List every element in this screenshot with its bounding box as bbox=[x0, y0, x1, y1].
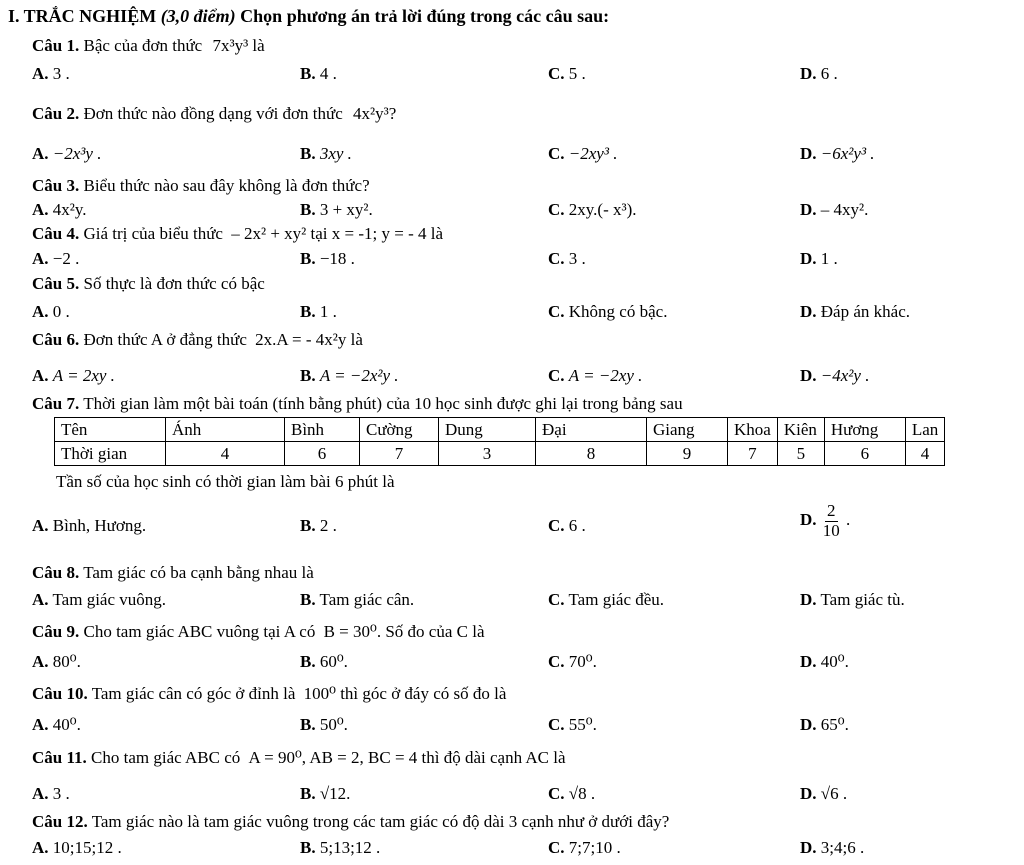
option-letter: A. bbox=[32, 838, 49, 857]
option-text: 3 + xy². bbox=[319, 200, 373, 219]
option-text: Tam giác đều. bbox=[568, 590, 665, 609]
q3-option-b bbox=[300, 200, 373, 220]
option-letter: D. bbox=[800, 838, 817, 857]
option-text: √12. bbox=[319, 784, 351, 803]
question-text: Giá trị của biểu thức bbox=[83, 224, 223, 243]
option-letter: A. bbox=[32, 652, 49, 671]
option-letter: C. bbox=[548, 516, 565, 535]
option-letter: D. bbox=[800, 784, 817, 803]
option-letter: B. bbox=[300, 249, 316, 268]
option-letter: A. bbox=[32, 249, 49, 268]
q10-option-d bbox=[800, 715, 849, 735]
q2-option-d bbox=[800, 144, 875, 164]
option-letter: B. bbox=[300, 715, 316, 734]
option-letter: B. bbox=[300, 838, 316, 857]
q7-option-c bbox=[548, 516, 586, 536]
option-letter: A. bbox=[32, 715, 49, 734]
q2-option-b bbox=[300, 144, 352, 164]
table-header-cell: Tên bbox=[55, 418, 166, 442]
q8-option-d bbox=[800, 590, 905, 610]
table-row-label: Thời gian bbox=[55, 442, 166, 466]
option-text: Không có bậc. bbox=[568, 302, 668, 321]
question-number: Câu 5. bbox=[32, 274, 80, 293]
q4-option-b bbox=[300, 249, 355, 269]
q11-option-d bbox=[800, 784, 847, 804]
option-text: 4x²y. bbox=[52, 200, 87, 219]
option-letter: D. bbox=[800, 64, 817, 83]
q12-option-b bbox=[300, 838, 380, 858]
q5-option-c bbox=[548, 302, 667, 322]
option-letter: B. bbox=[300, 302, 316, 321]
option-letter: B. bbox=[300, 784, 316, 803]
option-text: 1 . bbox=[820, 249, 838, 268]
option-letter: A. bbox=[32, 144, 49, 163]
question-text: Đơn thức nào đồng dạng với đơn thức bbox=[83, 104, 343, 123]
question-number: Câu 9. bbox=[32, 622, 80, 641]
q2-option-c bbox=[548, 144, 617, 164]
option-letter: B. bbox=[300, 516, 316, 535]
option-letter: C. bbox=[548, 366, 565, 385]
option-text: 80⁰. bbox=[52, 652, 81, 671]
option-text: −6x²y³ . bbox=[820, 144, 875, 163]
question-text: Cho tam giác ABC có bbox=[91, 748, 241, 767]
q5-option-d bbox=[800, 302, 910, 322]
option-letter: D. bbox=[800, 652, 817, 671]
table-header-cell: Hương bbox=[824, 418, 905, 442]
option-text: −18 . bbox=[319, 249, 355, 268]
option-text: 2xy.(- x³). bbox=[568, 200, 637, 219]
question-7-subtext: Tần số của học sinh có thời gian làm bài 6 phút là bbox=[56, 472, 395, 491]
table-header-cell: Dung bbox=[439, 418, 536, 442]
q10-option-a bbox=[32, 715, 81, 735]
option-text: −2xy³ . bbox=[568, 144, 618, 163]
table-header-cell: Ánh bbox=[166, 418, 285, 442]
option-letter: C. bbox=[548, 249, 565, 268]
option-letter: D. bbox=[800, 590, 817, 609]
section-heading bbox=[8, 6, 609, 27]
q3-option-d bbox=[800, 200, 868, 220]
q12-option-d bbox=[800, 838, 864, 858]
question-expression: 4x²y³? bbox=[353, 104, 397, 123]
question-text: Số thực là đơn thức có bậc bbox=[83, 274, 265, 293]
option-text: 7;7;10 . bbox=[568, 838, 621, 857]
table-cell: 6 bbox=[824, 442, 905, 466]
heading-instruction: Chọn phương án trả lời đúng trong các câu sau: bbox=[235, 6, 610, 26]
table-cell: 4 bbox=[905, 442, 944, 466]
option-text: A = −2xy . bbox=[568, 366, 643, 385]
question-text: Tam giác cân có góc ở đỉnh là bbox=[91, 684, 296, 703]
question-expression: B = 30⁰. Số đo của C là bbox=[323, 622, 485, 641]
option-letter: C. bbox=[548, 64, 565, 83]
question-expression: A = 90⁰, AB = 2, BC = 4 thì độ dài cạnh AC là bbox=[248, 748, 566, 767]
q1-option-b bbox=[300, 64, 337, 84]
option-text: −2 . bbox=[52, 249, 80, 268]
table-row bbox=[55, 418, 945, 442]
option-text: 3 . bbox=[52, 784, 70, 803]
option-text: 60⁰. bbox=[319, 652, 348, 671]
option-text: √6 . bbox=[820, 784, 848, 803]
option-text: 5;13;12 . bbox=[319, 838, 381, 857]
option-letter: D. bbox=[800, 302, 817, 321]
heading-points: (3,0 điểm) bbox=[160, 6, 236, 26]
question-11 bbox=[32, 748, 566, 768]
q12-option-c bbox=[548, 838, 621, 858]
q2-option-a bbox=[32, 144, 101, 164]
q4-option-c bbox=[548, 249, 586, 269]
q1-option-d bbox=[800, 64, 838, 84]
table-row bbox=[55, 442, 945, 466]
option-letter: A. bbox=[32, 200, 49, 219]
question-5 bbox=[32, 274, 265, 294]
option-text: Bình, Hương. bbox=[52, 516, 147, 535]
option-text: Tam giác tù. bbox=[820, 590, 905, 609]
option-text: 0 . bbox=[52, 302, 70, 321]
table-cell: 7 bbox=[360, 442, 439, 466]
q5-option-b bbox=[300, 302, 337, 322]
q1-option-a bbox=[32, 64, 70, 84]
table-header-cell: Kiên bbox=[777, 418, 824, 442]
question-number: Câu 6. bbox=[32, 330, 80, 349]
fraction bbox=[821, 502, 842, 540]
heading-prefix: I. TRẮC NGHIỆM bbox=[8, 6, 161, 26]
question-number: Câu 7. bbox=[32, 394, 80, 413]
option-text: 6 . bbox=[820, 64, 838, 83]
option-letter: C. bbox=[548, 302, 565, 321]
option-letter: C. bbox=[548, 200, 565, 219]
option-text: 5 . bbox=[568, 64, 586, 83]
option-text: 2 . bbox=[319, 516, 337, 535]
option-letter: D. bbox=[800, 144, 817, 163]
option-text: A = 2xy . bbox=[52, 366, 115, 385]
question-1 bbox=[32, 36, 265, 56]
option-text: −2x³y . bbox=[52, 144, 102, 163]
question-text: Thời gian làm một bài toán (tính bằng phút) của 10 học sinh được ghi lại trong bảng sau bbox=[83, 394, 683, 413]
option-text: 70⁰. bbox=[568, 652, 597, 671]
question-number: Câu 2. bbox=[32, 104, 80, 123]
q4-option-d bbox=[800, 249, 838, 269]
q3-option-a bbox=[32, 200, 87, 220]
question-number: Câu 1. bbox=[32, 36, 80, 55]
question-4 bbox=[32, 224, 443, 244]
question-expression: 2x.A = - 4x²y là bbox=[255, 330, 363, 349]
q6-option-a bbox=[32, 366, 115, 386]
option-text: 1 . bbox=[319, 302, 337, 321]
option-letter: B. bbox=[300, 652, 316, 671]
q11-option-c bbox=[548, 784, 595, 804]
option-text: A = −2x²y . bbox=[319, 366, 399, 385]
q8-option-c bbox=[548, 590, 664, 610]
option-letter: D. bbox=[800, 366, 817, 385]
question-2 bbox=[32, 104, 396, 124]
q6-option-c bbox=[548, 366, 642, 386]
table-header-cell: Bình bbox=[285, 418, 360, 442]
question-3 bbox=[32, 176, 370, 196]
q8-option-a bbox=[32, 590, 166, 610]
table-header-cell: Lan bbox=[905, 418, 944, 442]
option-letter: B. bbox=[300, 144, 316, 163]
table-header-cell: Cường bbox=[360, 418, 439, 442]
question-text: Đơn thức A ở đẳng thức bbox=[83, 330, 247, 349]
option-letter: D. bbox=[800, 715, 817, 734]
q4-option-a bbox=[32, 249, 79, 269]
option-letter: A. bbox=[32, 516, 49, 535]
q7-option-b bbox=[300, 516, 337, 536]
table-cell: 6 bbox=[285, 442, 360, 466]
option-letter: B. bbox=[300, 64, 316, 83]
q8-option-b bbox=[300, 590, 414, 610]
table-header-cell: Giang bbox=[647, 418, 728, 442]
option-letter: C. bbox=[548, 784, 565, 803]
q9-option-a bbox=[32, 652, 81, 672]
q5-option-a bbox=[32, 302, 70, 322]
option-letter: C. bbox=[548, 590, 565, 609]
question-12 bbox=[32, 812, 669, 832]
question-expression: – 2x² + xy² tại x = -1; y = - 4 là bbox=[231, 224, 443, 243]
question-text: Biểu thức nào sau đây không là đơn thức? bbox=[83, 176, 370, 195]
option-letter: D. bbox=[800, 510, 817, 530]
question-7 bbox=[32, 394, 683, 414]
question-text: Tam giác có ba cạnh bằng nhau là bbox=[83, 563, 314, 582]
question-text: Tam giác nào là tam giác vuông trong các tam giác có độ dài 3 cạnh như ở dưới đây? bbox=[91, 812, 670, 831]
table-header-cell: Đại bbox=[536, 418, 647, 442]
question-number: Câu 12. bbox=[32, 812, 88, 831]
option-text: 3;4;6 . bbox=[820, 838, 865, 857]
q9-option-c bbox=[548, 652, 597, 672]
table-cell: 8 bbox=[536, 442, 647, 466]
option-letter: A. bbox=[32, 590, 49, 609]
q11-option-a bbox=[32, 784, 70, 804]
option-text: Đáp án khác. bbox=[820, 302, 910, 321]
option-letter: C. bbox=[548, 715, 565, 734]
table-cell: 7 bbox=[728, 442, 778, 466]
q10-option-c bbox=[548, 715, 597, 735]
option-letter: C. bbox=[548, 144, 565, 163]
option-letter: A. bbox=[32, 302, 49, 321]
q10-option-b bbox=[300, 715, 348, 735]
q7-option-d: D. $\frac{2}{10}$ . bbox=[800, 501, 851, 540]
option-text: √8 . bbox=[568, 784, 596, 803]
option-letter: A. bbox=[32, 64, 49, 83]
table-cell: 9 bbox=[647, 442, 728, 466]
q9-option-b bbox=[300, 652, 348, 672]
option-letter: C. bbox=[548, 838, 565, 857]
question-number: Câu 10. bbox=[32, 684, 88, 703]
question-number: Câu 8. bbox=[32, 563, 80, 582]
table-cell: 3 bbox=[439, 442, 536, 466]
table-cell: 4 bbox=[166, 442, 285, 466]
q11-option-b bbox=[300, 784, 350, 804]
option-text: 10;15;12 . bbox=[52, 838, 122, 857]
q3-option-c bbox=[548, 200, 637, 220]
option-text: 3 . bbox=[52, 64, 70, 83]
option-letter: B. bbox=[300, 590, 316, 609]
question-number: Câu 4. bbox=[32, 224, 80, 243]
question-9 bbox=[32, 622, 485, 642]
q6-option-b bbox=[300, 366, 399, 386]
option-text: 3xy . bbox=[319, 144, 352, 163]
question-text: Bậc của đơn thức bbox=[83, 36, 203, 55]
option-letter: A. bbox=[32, 784, 49, 803]
option-text: 65⁰. bbox=[820, 715, 849, 734]
q6-option-d bbox=[800, 366, 869, 386]
q7-option-a bbox=[32, 516, 146, 536]
option-text: Tam giác cân. bbox=[319, 590, 415, 609]
option-text: 6 . bbox=[568, 516, 586, 535]
option-text: 50⁰. bbox=[319, 715, 348, 734]
option-letter: D. bbox=[800, 200, 817, 219]
time-table bbox=[54, 417, 945, 466]
option-letter: B. bbox=[300, 366, 316, 385]
question-text: Cho tam giác ABC vuông tại A có bbox=[83, 622, 316, 641]
question-expression: 7x³y³ là bbox=[212, 36, 265, 55]
table-header-cell: Khoa bbox=[728, 418, 778, 442]
option-letter: C. bbox=[548, 652, 565, 671]
fraction-numerator: 2 bbox=[827, 501, 836, 520]
question-number: Câu 3. bbox=[32, 176, 80, 195]
option-text: 55⁰. bbox=[568, 715, 597, 734]
option-text: 4 . bbox=[319, 64, 337, 83]
option-letter: A. bbox=[32, 366, 49, 385]
table-cell: 5 bbox=[777, 442, 824, 466]
q9-option-d bbox=[800, 652, 849, 672]
q12-option-a bbox=[32, 838, 122, 858]
question-number: Câu 11. bbox=[32, 748, 87, 767]
q1-option-c bbox=[548, 64, 586, 84]
option-text: 40⁰. bbox=[52, 715, 81, 734]
question-6 bbox=[32, 330, 363, 350]
option-letter: B. bbox=[300, 200, 316, 219]
option-text: Tam giác vuông. bbox=[52, 590, 167, 609]
question-8 bbox=[32, 563, 314, 583]
option-letter: D. bbox=[800, 249, 817, 268]
option-text: 40⁰. bbox=[820, 652, 849, 671]
fraction-denominator: 10 bbox=[822, 520, 840, 540]
question-10 bbox=[32, 684, 506, 704]
option-text: – 4xy². bbox=[820, 200, 869, 219]
question-expression: 100⁰ thì góc ở đáy có số đo là bbox=[303, 684, 507, 703]
option-text: −4x²y . bbox=[820, 366, 870, 385]
option-text: 3 . bbox=[568, 249, 586, 268]
